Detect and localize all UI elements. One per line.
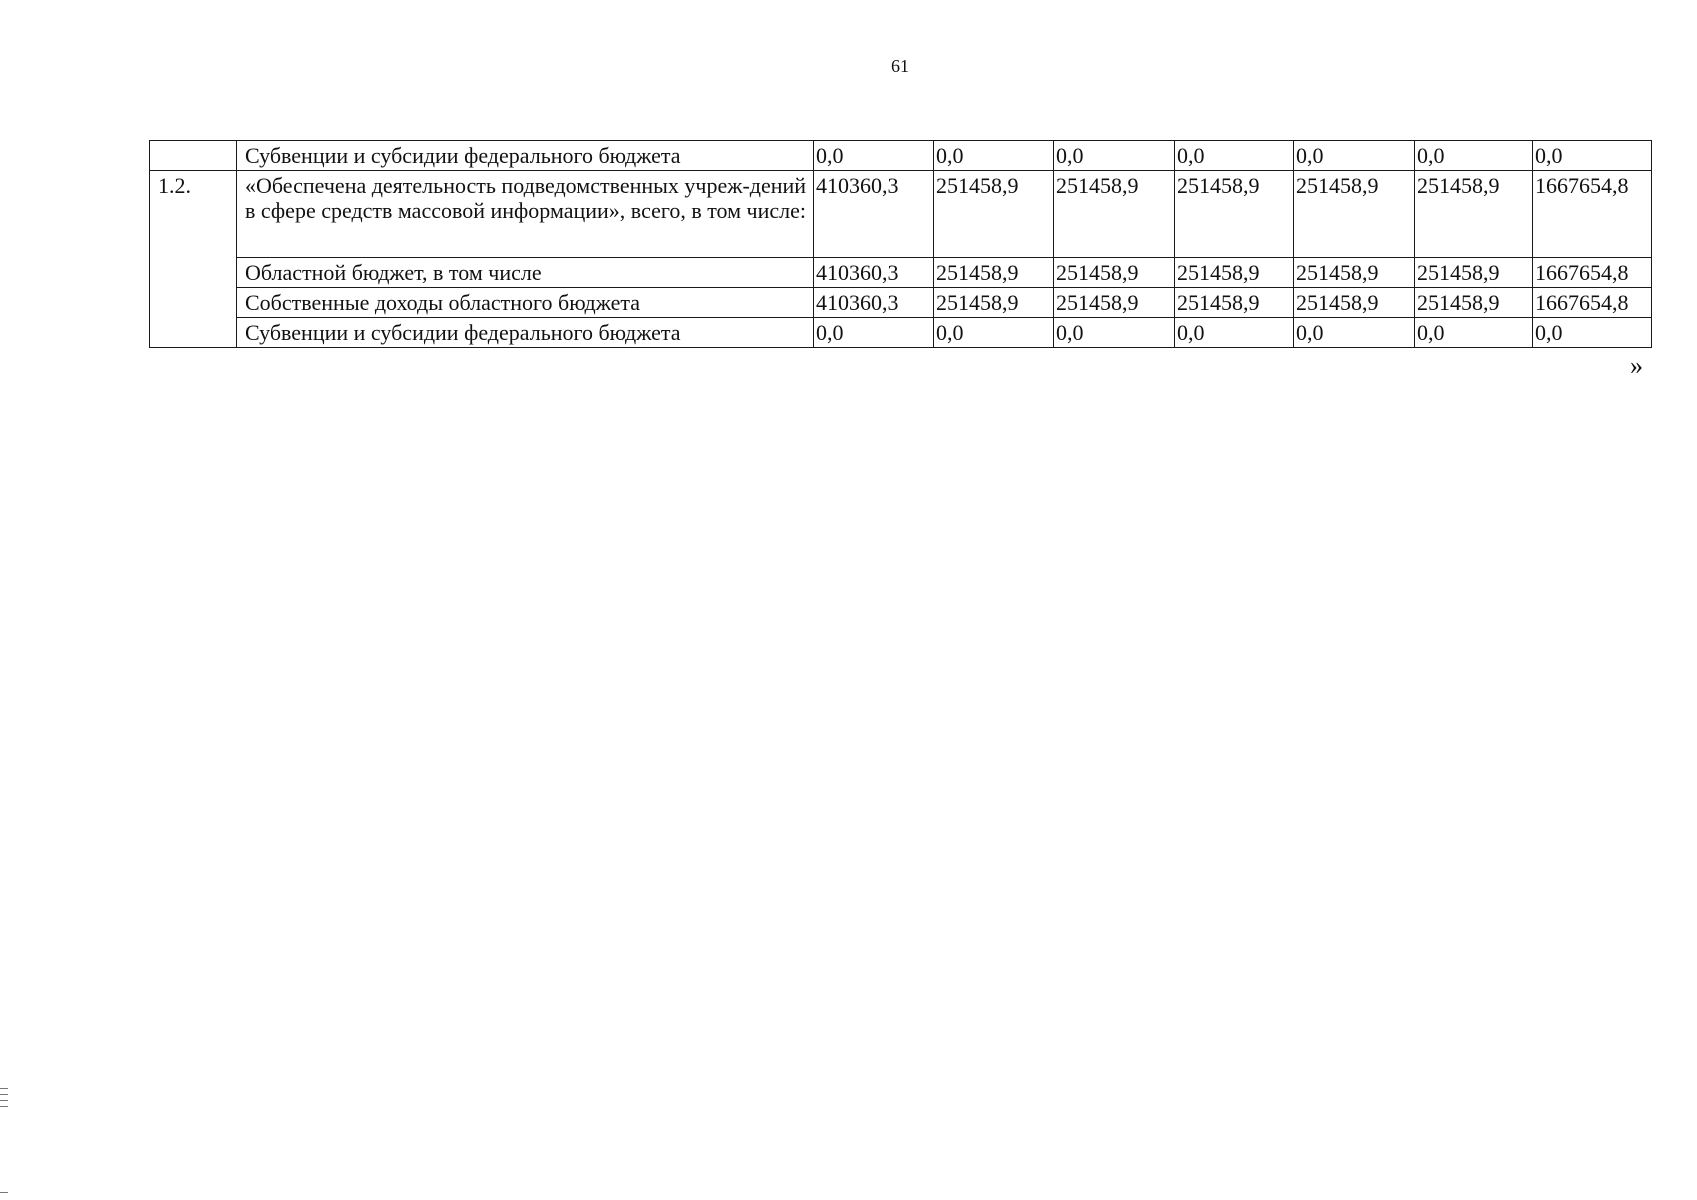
value-cell: 0,0	[934, 141, 1054, 171]
table-row	[150, 318, 1652, 348]
value-cell: 0,0	[1533, 318, 1652, 348]
margin-scan-mark	[0, 1088, 8, 1089]
value-cell: 251458,9	[1294, 288, 1415, 318]
row-label-cell: Областной бюджет, в том числе	[237, 258, 814, 288]
value-cell: 0,0	[814, 141, 934, 171]
margin-scan-mark	[0, 1106, 8, 1107]
value-cell: 1667654,8	[1533, 288, 1652, 318]
value-cell: 251458,9	[1175, 171, 1294, 258]
value-cell: 251458,9	[1294, 258, 1415, 288]
row-label-cell: «Обеспечена деятельность подведомственных учреж-дений в сфере средств массовой информации», всего, в том числе:	[237, 171, 814, 258]
value-cell: 251458,9	[934, 258, 1054, 288]
row-label-cell: Субвенции и субсидии федерального бюджета	[237, 141, 814, 171]
margin-scan-mark	[0, 1192, 8, 1193]
row-index-cell: 1.2.	[150, 171, 237, 348]
value-cell: 0,0	[1175, 318, 1294, 348]
budget-table	[149, 140, 1652, 348]
value-cell: 0,0	[1415, 141, 1533, 171]
value-cell: 251458,9	[1415, 288, 1533, 318]
value-cell: 410360,3	[814, 288, 934, 318]
value-cell: 410360,3	[814, 258, 934, 288]
table-row	[150, 171, 1652, 258]
value-cell: 410360,3	[814, 171, 934, 258]
value-cell: 1667654,8	[1533, 258, 1652, 288]
value-cell: 0,0	[1533, 141, 1652, 171]
value-cell: 0,0	[1294, 318, 1415, 348]
value-cell: 251458,9	[1415, 171, 1533, 258]
value-cell: 251458,9	[934, 171, 1054, 258]
value-cell: 251458,9	[1054, 288, 1175, 318]
closing-quote: »	[1630, 351, 1643, 380]
margin-scan-mark	[0, 1094, 8, 1095]
value-cell: 251458,9	[1175, 258, 1294, 288]
value-cell: 251458,9	[1175, 288, 1294, 318]
table-row	[150, 141, 1652, 171]
value-cell: 0,0	[814, 318, 934, 348]
value-cell: 0,0	[1054, 141, 1175, 171]
value-cell: 1667654,8	[1533, 171, 1652, 258]
value-cell: 251458,9	[1294, 171, 1415, 258]
value-cell: 0,0	[1175, 141, 1294, 171]
value-cell: 251458,9	[1054, 258, 1175, 288]
margin-scan-mark	[0, 1100, 8, 1101]
value-cell: 0,0	[1415, 318, 1533, 348]
row-label-cell: Субвенции и субсидии федерального бюджета	[237, 318, 814, 348]
table-row	[150, 288, 1652, 318]
value-cell: 251458,9	[1415, 258, 1533, 288]
row-label-cell: Собственные доходы областного бюджета	[237, 288, 814, 318]
value-cell: 0,0	[1054, 318, 1175, 348]
row-index-cell	[150, 141, 237, 171]
table-row	[150, 258, 1652, 288]
value-cell: 251458,9	[934, 288, 1054, 318]
page-number: 61	[891, 56, 909, 76]
value-cell: 0,0	[1294, 141, 1415, 171]
value-cell: 251458,9	[1054, 171, 1175, 258]
value-cell: 0,0	[934, 318, 1054, 348]
